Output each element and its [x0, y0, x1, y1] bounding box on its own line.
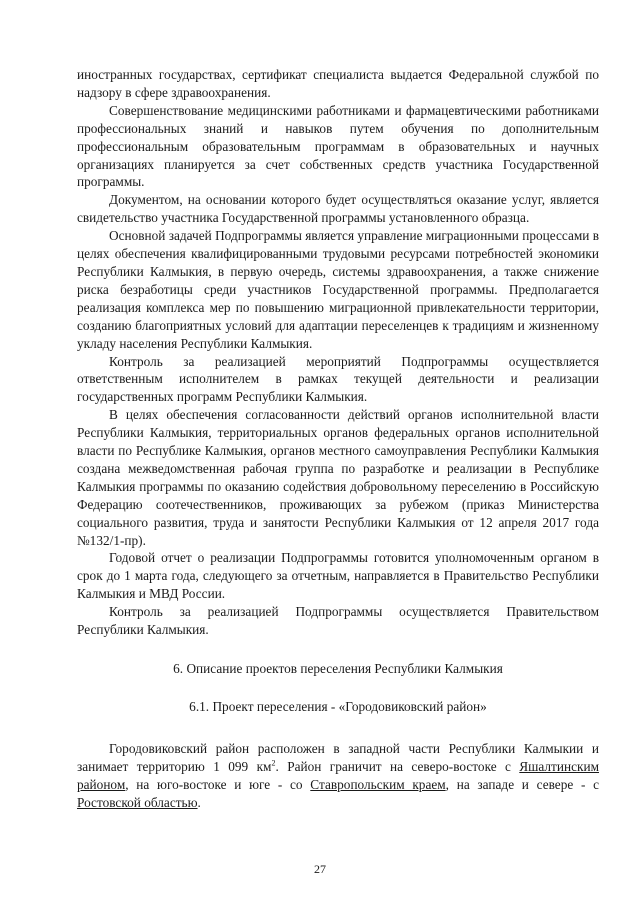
link-yashalta-district[interactable]: Яшалтинским районом	[77, 758, 599, 792]
subsection-heading: 6.1. Проект переселения - «Городовиковский район»	[189, 698, 487, 714]
page-number: 27	[314, 862, 326, 876]
text-run: .	[197, 794, 201, 810]
paragraph: иностранных государствах, сертификат специалиста выдается Федеральной службой по надзору в сфере здравоохранения.	[77, 67, 599, 100]
paragraph: В целях обеспечения согласованности действий органов исполнительной власти Республики Калмыкия, территориальных органов федеральных органов исполнительной власти по Республике Калмыкия, органов местного самоуправления Республики Калмыкия создана межведомственная рабочая группа по разработке и реализации в Республике Калмыкия программы по оказанию содействия добровольному переселению в Российскую Федерацию соотечественников, проживающих за рубежом (приказ Министерства социального развития, труда и занятости Республики Калмыкия от 12 апреля 2017 года №132/1-пр).	[77, 407, 599, 548]
document-body	[77, 66, 599, 811]
superscript: 2	[271, 758, 276, 768]
text-run: . Район граничит на северо-востоке с	[275, 758, 520, 774]
link-stavropol-krai[interactable]: Ставропольским краем	[310, 776, 446, 792]
text-run: , на юго-востоке и юге - со	[125, 776, 311, 792]
paragraph: Совершенствование медицинскими работниками и фармацевтическими работниками профессиональных знаний и навыков путем обучения по дополнительным профессиональным образовательным программам в образовательных и научных организациях планируется за счет собственных средств участника Государственной программы.	[77, 102, 599, 190]
district-paragraph	[77, 740, 599, 812]
paragraph: Контроль за реализацией Подпрограммы осуществляется Правительством Республики Калмыкия.	[77, 604, 599, 638]
text-run: Городовиковский район расположен в западной части Республики Калмыкии и занимает территорию 1 099 км	[77, 740, 599, 774]
paragraph: Основной задачей Подпрограммы является управление миграционными процессами в целях обеспечения квалифицированными трудовыми ресурсами потребностей экономики Республики Калмыкия, в первую очередь, системы здравоохранения, а также снижение риска безработицы среди участников Государственной программы. Предполагается реализация комплекса мер по повышению миграционной привлекательности территории, созданию благоприятных условий для адаптации переселенцев к традициям и жизненному укладу населения Республики Калмыкия.	[77, 228, 600, 351]
paragraph: Документом, на основании которого будет осуществляться оказание услуг, является свидетельство участника Государственной программы установленного образца.	[77, 192, 599, 226]
text-run: , на западе и севере - с	[445, 776, 600, 792]
paragraph: Годовой отчет о реализации Подпрограммы готовится уполномоченным органом в срок до 1 марта года, следующего за отчетным, направляется в Правительство Республики Калмыкия и МВД России.	[77, 550, 599, 602]
section-heading: 6. Описание проектов переселения Республики Калмыкия	[173, 661, 503, 676]
paragraph: Контроль за реализацией мероприятий Подпрограммы осуществляется ответственным исполнителем в рамках текущей деятельности и реализации государственных программ Республики Калмыкия.	[77, 353, 599, 405]
link-rostov-oblast[interactable]: Ростовской областью	[77, 794, 198, 810]
